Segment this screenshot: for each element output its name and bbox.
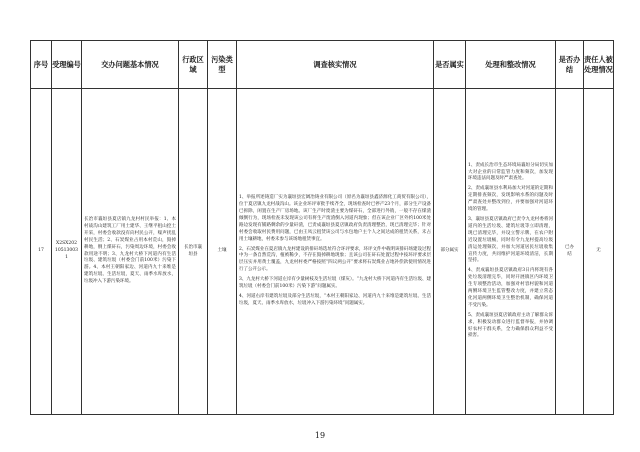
header-accountable: 责任人被处理情况 bbox=[584, 41, 614, 89]
header-issue: 交办问题基本情况 bbox=[82, 41, 179, 89]
done-text: 已办结 bbox=[565, 244, 574, 257]
is-true-text: 部分属实 bbox=[440, 248, 459, 254]
action-paragraph: 1、责成长治市生态环境局襄垣分局切实加大对企业的日常监管力度和频次，加发现环境违法问题及时严肃查处。 bbox=[468, 162, 553, 182]
action-paragraph: 5、责成襄垣县夏店镇政府主动了解群众诉求，积极发动群众进行监督举报，并协调好农村干群关系，全力确保群众利益不受损害。 bbox=[468, 312, 553, 339]
cell-region bbox=[179, 89, 208, 415]
verify-paragraph: 4、河道右岸有建筑垃圾及部分生活垃圾，“本村王朝阳家边、河道内九十来堆是建筑垃圾、生活垃圾，夏天、雨季水库放水，垃圾冲入下游污染环境”问题属实。 bbox=[239, 293, 431, 306]
region-text: 长治市襄垣县 bbox=[184, 244, 202, 257]
issue-text: 长治市襄垣县夏店镇九龙村村民举报：1、本村战沟山建筑工厂用土建华、王继平租山挖土开采，村委会收款没有向村民公开，噪声扰乱村民生活；2、石炭煤业占用本村荒山，毁掉耕地，倒上煤矸石，污染周边环境，村委会收款用途不明；3、九龙村大桥下河道内有生活垃圾、建筑垃圾（村委会门前100米）污染下游。4、本村王朝阳家边、河道内九十来堆是建筑垃圾、生活垃圾，夏天、雨季水库放水，垃圾冲入下游污染环境。 bbox=[84, 216, 176, 285]
verify-paragraph: 3、九龙村大桥下河道左岸有少量树枝及生活垃圾（煤灰）。“九龙村大桥下河道内有生活垃圾、建筑垃圾（村委会门前100米）污染下游”问题属实。 bbox=[239, 277, 431, 290]
cell-issue bbox=[82, 89, 179, 415]
header-is-true: 是否属实 bbox=[434, 41, 466, 89]
verify-paragraph: 2、石炭煤业在夏店镇九龙村建设的排矸场选址符合环评要求，环评文件中载明该排矸场建设过程中为一条自然荒沟，植被稀少，不存在毁掉耕地现象；且该公司在矸石处置过程中按环评要求层层压实并用黄土覆盖，九龙村村委严格按照“四议两公开”要求将石炭煤业占地补偿款使用情况进行了公开公示。 bbox=[239, 246, 431, 273]
table-row bbox=[31, 89, 614, 415]
verify-paragraph: 1、举报所述铸造厂实为襄垣县宏阔冶铸业有限公司（原名为襄垣县鑫济源化工商贸有限公司），位于夏店镇九龙村战沟山。该企业环评审批手续齐全，现场检查时已停产23个月，部分生产设备已拆除，闲置在生产厂房场地。该厂生产时废渣主要为煤矸石，全部进行外销，一般不存在煤渣倾倒行为，现场检查未发现该公司有将生产废渣倒入河道内现象；但在该企业厂区外约100米处路边发现有铺路剩余的少量矸渣，已责成襄垣县夏店镇政府负责清理整治，现已清理完毕；针对村委会收取村民费用问题，已由王凤云租赁该公司与水包地户主个人之间达成的租赁关系，未占用土壤耕地，村委未参与该场地租赁事宜。 bbox=[239, 195, 431, 242]
cell-done bbox=[556, 89, 584, 415]
case-id: X2SX202105130031 bbox=[55, 241, 78, 260]
cell-type: 土壤 bbox=[208, 89, 237, 415]
action-paragraph: 2、责成襄垣县水利局加大对河道的定期和定期排查频次，发现影响水系的问题及时严肃查处并整改到位，并要加强对河道环境的管理。 bbox=[468, 186, 553, 213]
header-region: 行政区域 bbox=[179, 41, 208, 89]
header-type: 污染类型 bbox=[208, 41, 237, 89]
action-paragraph: 4、责成襄垣县夏店镇政府3日内将现有各处垃圾清理完毕，同时开展镇区内环境卫生专项整治活动，加强对村容村貌和河道两侧环境卫生监管整改力度，并建立常态化河道两侧环境卫生整治机制，确保河道不受污染。 bbox=[468, 268, 553, 308]
header-id: 受理编号 bbox=[52, 41, 82, 89]
cell-seq: 17 bbox=[31, 89, 52, 415]
header-verify: 调查核实情况 bbox=[237, 41, 434, 89]
cell-action bbox=[466, 89, 556, 415]
cell-id bbox=[52, 89, 82, 415]
header-action: 处理和整改情况 bbox=[466, 41, 556, 89]
header-done: 是否办结 bbox=[556, 41, 584, 89]
cell-verify bbox=[237, 89, 434, 415]
case-table bbox=[30, 40, 614, 415]
header-seq: 序号 bbox=[31, 41, 52, 89]
header-row bbox=[31, 41, 614, 89]
cell-is-true bbox=[434, 89, 466, 415]
cell-accountable: 无 bbox=[584, 89, 614, 415]
page-number: 19 bbox=[314, 431, 326, 440]
action-paragraph: 3、襄垣县夏店镇政府已责令九龙村委将河道内的生活垃圾、建筑垃圾等立即清理，现已清理完毕，并设立警示牌，在农户附近设置垃圾桶，同时有令九龙村提高垃圾清运处理频次，并加大河道居民垃圾收集宣传力度，共同维护河道环境清洁，长期坚持。 bbox=[468, 216, 553, 264]
